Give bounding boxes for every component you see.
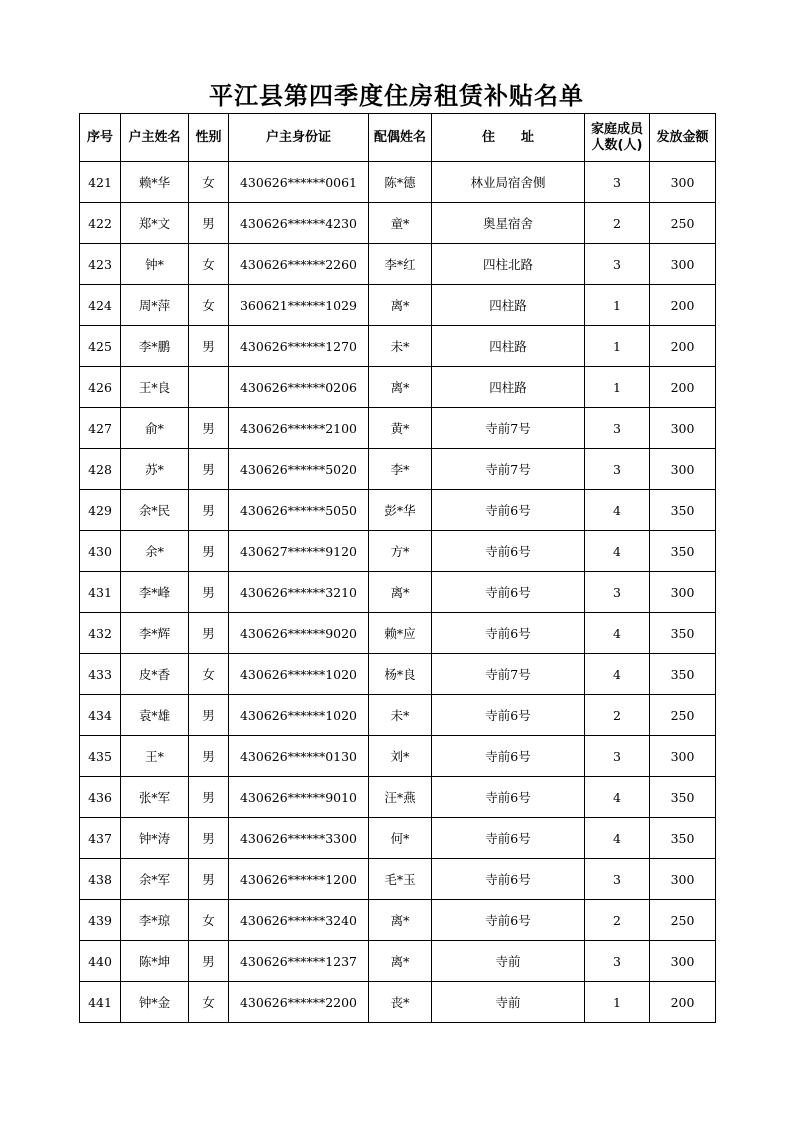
cell-id: 430626******0206: [229, 367, 369, 408]
table-row: [80, 531, 716, 572]
cell-address: 寺前: [432, 941, 585, 982]
cell-seq: 423: [80, 244, 121, 285]
cell-members: 1: [585, 367, 650, 408]
cell-amount: 200: [650, 982, 716, 1023]
cell-id: 360621******1029: [229, 285, 369, 326]
cell-gender: 男: [189, 613, 229, 654]
cell-gender: 男: [189, 490, 229, 531]
cell-amount: 350: [650, 531, 716, 572]
cell-name: 余*民: [121, 490, 189, 531]
table-row: [80, 490, 716, 531]
cell-name: 余*军: [121, 859, 189, 900]
cell-id: 430626******5050: [229, 490, 369, 531]
table-row: [80, 408, 716, 449]
cell-address: 寺前6号: [432, 695, 585, 736]
page-title: 平江县第四季度住房租赁补贴名单: [209, 82, 584, 110]
cell-address: 寺前6号: [432, 572, 585, 613]
cell-name: 余*: [121, 531, 189, 572]
cell-name: 钟*涛: [121, 818, 189, 859]
cell-seq: 424: [80, 285, 121, 326]
cell-members: 3: [585, 408, 650, 449]
cell-spouse: 丧*: [369, 982, 432, 1023]
cell-seq: 430: [80, 531, 121, 572]
cell-seq: 426: [80, 367, 121, 408]
cell-name: 张*军: [121, 777, 189, 818]
cell-spouse: 方*: [369, 531, 432, 572]
cell-spouse: 李*: [369, 449, 432, 490]
header-members-line1: 家庭成员: [590, 121, 643, 137]
cell-id: 430626******2200: [229, 982, 369, 1023]
cell-id: 430626******0130: [229, 736, 369, 777]
cell-members: 2: [585, 695, 650, 736]
cell-gender: 男: [189, 449, 229, 490]
cell-gender: 女: [189, 162, 229, 203]
cell-name: 王*良: [121, 367, 189, 408]
cell-members: 1: [585, 982, 650, 1023]
cell-spouse: 陈*德: [369, 162, 432, 203]
cell-id: 430626******1200: [229, 859, 369, 900]
cell-members: 3: [585, 941, 650, 982]
cell-id: 430626******5020: [229, 449, 369, 490]
cell-members: 1: [585, 285, 650, 326]
cell-amount: 250: [650, 203, 716, 244]
cell-gender: 男: [189, 859, 229, 900]
cell-address: 奥星宿舍: [432, 203, 585, 244]
header-members: [585, 114, 650, 162]
cell-name: 李*鹏: [121, 326, 189, 367]
cell-name: 苏*: [121, 449, 189, 490]
cell-seq: 429: [80, 490, 121, 531]
cell-spouse: 离*: [369, 285, 432, 326]
cell-address: 四柱路: [432, 326, 585, 367]
table-row: [80, 982, 716, 1023]
cell-amount: 300: [650, 408, 716, 449]
cell-address: 寺前7号: [432, 654, 585, 695]
cell-name: 李*辉: [121, 613, 189, 654]
cell-amount: 300: [650, 162, 716, 203]
cell-name: 袁*雄: [121, 695, 189, 736]
cell-gender: 女: [189, 244, 229, 285]
cell-gender: 女: [189, 654, 229, 695]
cell-address: 四柱北路: [432, 244, 585, 285]
cell-seq: 440: [80, 941, 121, 982]
cell-seq: 436: [80, 777, 121, 818]
cell-spouse: 赖*应: [369, 613, 432, 654]
cell-name: 俞*: [121, 408, 189, 449]
cell-members: 4: [585, 490, 650, 531]
cell-name: 郑*文: [121, 203, 189, 244]
cell-seq: 432: [80, 613, 121, 654]
cell-members: 3: [585, 572, 650, 613]
cell-id: 430627******9120: [229, 531, 369, 572]
cell-address: 寺前6号: [432, 900, 585, 941]
header-spouse: 配偶姓名: [369, 114, 432, 162]
cell-id: 430626******2100: [229, 408, 369, 449]
cell-address: 寺前6号: [432, 859, 585, 900]
cell-spouse: 汪*燕: [369, 777, 432, 818]
cell-address: 寺前6号: [432, 777, 585, 818]
cell-spouse: 未*: [369, 326, 432, 367]
cell-address: 林业局宿舍侧: [432, 162, 585, 203]
cell-id: 430626******1237: [229, 941, 369, 982]
cell-amount: 350: [650, 654, 716, 695]
cell-seq: 431: [80, 572, 121, 613]
cell-address: 寺前6号: [432, 613, 585, 654]
table-row: [80, 654, 716, 695]
cell-members: 2: [585, 203, 650, 244]
cell-spouse: 离*: [369, 900, 432, 941]
cell-amount: 200: [650, 285, 716, 326]
cell-spouse: 黄*: [369, 408, 432, 449]
cell-amount: 250: [650, 900, 716, 941]
cell-gender: [189, 367, 229, 408]
cell-id: 430626******3240: [229, 900, 369, 941]
cell-spouse: 离*: [369, 941, 432, 982]
cell-spouse: 李*红: [369, 244, 432, 285]
cell-seq: 421: [80, 162, 121, 203]
cell-gender: 女: [189, 285, 229, 326]
cell-amount: 300: [650, 244, 716, 285]
cell-members: 3: [585, 244, 650, 285]
table-row: [80, 777, 716, 818]
cell-members: 4: [585, 818, 650, 859]
table-row: [80, 736, 716, 777]
cell-id: 430626******1270: [229, 326, 369, 367]
table-row: [80, 326, 716, 367]
cell-id: 430626******0061: [229, 162, 369, 203]
cell-id: 430626******2260: [229, 244, 369, 285]
cell-gender: 男: [189, 572, 229, 613]
cell-spouse: 毛*玉: [369, 859, 432, 900]
cell-members: 3: [585, 449, 650, 490]
cell-gender: 男: [189, 531, 229, 572]
cell-seq: 434: [80, 695, 121, 736]
cell-name: 皮*香: [121, 654, 189, 695]
header-address: 住 址: [432, 114, 585, 162]
cell-address: 寺前6号: [432, 736, 585, 777]
header-name: 户主姓名: [121, 114, 189, 162]
cell-seq: 425: [80, 326, 121, 367]
cell-seq: 437: [80, 818, 121, 859]
table-row: [80, 162, 716, 203]
header-row: [80, 114, 716, 162]
table-row: [80, 859, 716, 900]
cell-id: 430626******3300: [229, 818, 369, 859]
cell-seq: 438: [80, 859, 121, 900]
cell-amount: 350: [650, 818, 716, 859]
cell-address: 寺前7号: [432, 408, 585, 449]
cell-amount: 300: [650, 736, 716, 777]
cell-gender: 女: [189, 982, 229, 1023]
cell-members: 1: [585, 326, 650, 367]
cell-id: 430626******1020: [229, 695, 369, 736]
cell-amount: 200: [650, 326, 716, 367]
cell-address: 寺前7号: [432, 449, 585, 490]
table-row: [80, 613, 716, 654]
table-row: [80, 449, 716, 490]
table-row: [80, 900, 716, 941]
cell-amount: 350: [650, 490, 716, 531]
cell-seq: 433: [80, 654, 121, 695]
cell-amount: 300: [650, 859, 716, 900]
cell-amount: 300: [650, 449, 716, 490]
cell-seq: 435: [80, 736, 121, 777]
header-amount: 发放金额: [650, 114, 716, 162]
cell-amount: 300: [650, 572, 716, 613]
cell-members: 4: [585, 531, 650, 572]
cell-gender: 男: [189, 326, 229, 367]
cell-seq: 441: [80, 982, 121, 1023]
cell-amount: 350: [650, 613, 716, 654]
table-row: [80, 367, 716, 408]
cell-address: 四柱路: [432, 367, 585, 408]
cell-amount: 350: [650, 777, 716, 818]
cell-id: 430626******9020: [229, 613, 369, 654]
cell-spouse: 童*: [369, 203, 432, 244]
cell-name: 李*峰: [121, 572, 189, 613]
cell-members: 4: [585, 777, 650, 818]
header-id: 户主身份证: [229, 114, 369, 162]
cell-gender: 男: [189, 695, 229, 736]
header-seq: 序号: [80, 114, 121, 162]
cell-gender: 男: [189, 203, 229, 244]
cell-spouse: 杨*良: [369, 654, 432, 695]
table-row: [80, 695, 716, 736]
cell-spouse: 未*: [369, 695, 432, 736]
cell-name: 李*琼: [121, 900, 189, 941]
cell-members: 4: [585, 613, 650, 654]
table-row: [80, 285, 716, 326]
cell-seq: 422: [80, 203, 121, 244]
cell-id: 430626******1020: [229, 654, 369, 695]
cell-spouse: 何*: [369, 818, 432, 859]
cell-id: 430626******4230: [229, 203, 369, 244]
cell-gender: 男: [189, 818, 229, 859]
cell-name: 王*: [121, 736, 189, 777]
cell-name: 周*萍: [121, 285, 189, 326]
table-row: [80, 572, 716, 613]
cell-members: 3: [585, 162, 650, 203]
cell-seq: 427: [80, 408, 121, 449]
cell-address: 寺前6号: [432, 531, 585, 572]
cell-seq: 439: [80, 900, 121, 941]
header-gender: 性别: [189, 114, 229, 162]
cell-address: 寺前: [432, 982, 585, 1023]
table-row: [80, 818, 716, 859]
table-row: [80, 244, 716, 285]
table-row: [80, 203, 716, 244]
header-members-line2: 人数(人): [591, 137, 643, 153]
cell-spouse: 刘*: [369, 736, 432, 777]
cell-members: 2: [585, 900, 650, 941]
cell-address: 寺前6号: [432, 818, 585, 859]
cell-id: 430626******9010: [229, 777, 369, 818]
cell-name: 钟*: [121, 244, 189, 285]
cell-gender: 男: [189, 408, 229, 449]
cell-amount: 250: [650, 695, 716, 736]
cell-seq: 428: [80, 449, 121, 490]
cell-name: 钟*金: [121, 982, 189, 1023]
cell-gender: 男: [189, 777, 229, 818]
cell-members: 3: [585, 736, 650, 777]
cell-address: 寺前6号: [432, 490, 585, 531]
cell-name: 赖*华: [121, 162, 189, 203]
cell-spouse: 离*: [369, 367, 432, 408]
cell-gender: 男: [189, 736, 229, 777]
cell-spouse: 离*: [369, 572, 432, 613]
table-row: [80, 941, 716, 982]
cell-id: 430626******3210: [229, 572, 369, 613]
cell-members: 3: [585, 859, 650, 900]
cell-amount: 300: [650, 941, 716, 982]
cell-gender: 女: [189, 900, 229, 941]
subsidy-table: [79, 113, 716, 1023]
cell-amount: 200: [650, 367, 716, 408]
cell-address: 四柱路: [432, 285, 585, 326]
cell-name: 陈*坤: [121, 941, 189, 982]
cell-gender: 男: [189, 941, 229, 982]
cell-spouse: 彭*华: [369, 490, 432, 531]
cell-members: 4: [585, 654, 650, 695]
